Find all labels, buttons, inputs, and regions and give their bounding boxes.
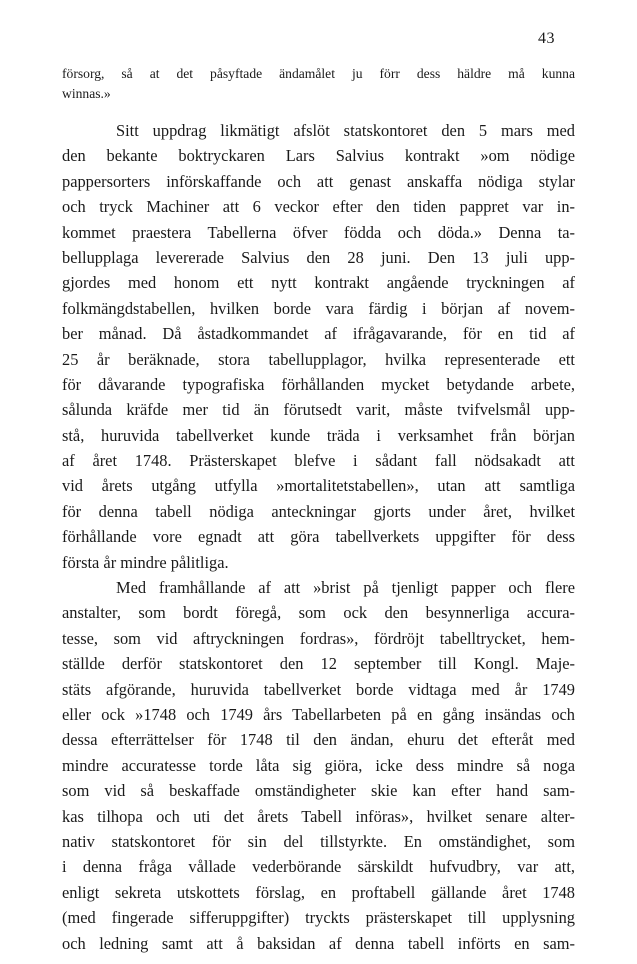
text-line: förhållande vore egnadt att göra tabellverkets uppgifter för dess [62, 527, 575, 547]
text-line: i denna fråga vållade vederbörande särskildt hufvudbry, var att, [62, 857, 575, 877]
text-line: för denna tabell nödiga anteckningar gjorts under året, hvilket [62, 501, 575, 521]
page-body [62, 64, 575, 956]
text-line: bellupplaga levererade Salvius den 28 juni. Den 13 juli upp- [62, 247, 575, 267]
text-line: nativ statskontoret för sin del tillstyrkte. En omständighet, som [62, 831, 575, 851]
text-line: dessa efterrättelser för 1748 til den ändan, ehuru det efteråt med [62, 730, 575, 750]
text-line: ber månad. Då åstadkommandet af ifrågavarande, för en tid af [62, 324, 575, 344]
text-line: gjordes med honom ett nytt kontrakt angående tryckningen af [62, 273, 575, 293]
text-line: och ledning samt att å baksidan af denna tabell införts en sam- [62, 933, 575, 953]
text-line: Sitt uppdrag likmätigt afslöt statskontoret den 5 mars med [116, 121, 575, 140]
text-line: försorg, så at det påsyftade ändamålet ju förr dess häldre må kunna [62, 66, 575, 81]
quote-tail [62, 64, 575, 104]
paragraph-2 [62, 575, 575, 956]
text-line: kommet praestera Tabellerna öfver födda och döda.» Denna ta- [62, 222, 575, 242]
text-line: sålunda kräfde mer tid än förutsedt varit, måste tvifvelsmål upp- [62, 400, 575, 420]
text-line: eller ock »1748 och 1749 års Tabellarbeten på en gång insändas och [62, 704, 575, 724]
text-line: och tryck Machiner att 6 veckor efter den tiden pappret var in- [62, 197, 575, 217]
text-line: första år mindre pålitliga. [62, 552, 229, 572]
text-line: anstalter, som bordt föregå, som ock den besynnerliga accura- [62, 603, 575, 623]
text-line: (med fingerade sifferuppgifter) tryckts prästerskapet till upplysning [62, 908, 575, 928]
text-line: tesse, som vid aftryckningen fordras», fördröjt tabelltrycket, hem- [62, 628, 575, 648]
text-line: stå, huruvida tabellverket kunde träda i verksamhet från början [62, 425, 575, 445]
text-line: enligt sekreta utskottets förslag, en proftabell gällande året 1748 [62, 882, 575, 902]
text-line: folkmängdstabellen, hvilken borde vara färdig i början af novem- [62, 298, 575, 318]
text-line: vid årets utgång utfylla »mortalitetstabellen», utan att samtliga [62, 476, 575, 496]
text-line: kas tilhopa och uti det årets Tabell införas», hvilket senare alter- [62, 806, 575, 826]
text-line: mindre accuratesse torde låta sig giöra, icke dess mindre så noga [62, 755, 575, 775]
page-number: 43 [538, 30, 555, 47]
text-line: som vid så beskaffade omständigheter skie kan efter hand sam- [62, 781, 575, 801]
paragraph-1 [62, 118, 575, 575]
text-line: den bekante boktryckaren Lars Salvius kontrakt »om nödige [62, 146, 575, 166]
text-line: 25 år beräknade, stora tabellupplagor, hvilka representerade ett [62, 349, 575, 369]
text-line: winnas.» [62, 86, 111, 101]
text-line: stäts afgörande, huruvida tabellverket borde vidtaga med år 1749 [62, 679, 575, 699]
text-line: ställde derför statskontoret den 12 september till Kongl. Maje- [62, 654, 575, 674]
text-line: för dåvarande typografiska förhållanden mycket betydande arbete, [62, 374, 575, 394]
text-line: pappersorters införskaffande och att genast anskaffa nödiga stylar [62, 171, 575, 191]
text-line: af året 1748. Prästerskapet blefve i sådant fall nödsakadt att [62, 451, 575, 471]
text-line: Med framhållande af att »brist på tjenligt papper och flere [116, 578, 575, 598]
